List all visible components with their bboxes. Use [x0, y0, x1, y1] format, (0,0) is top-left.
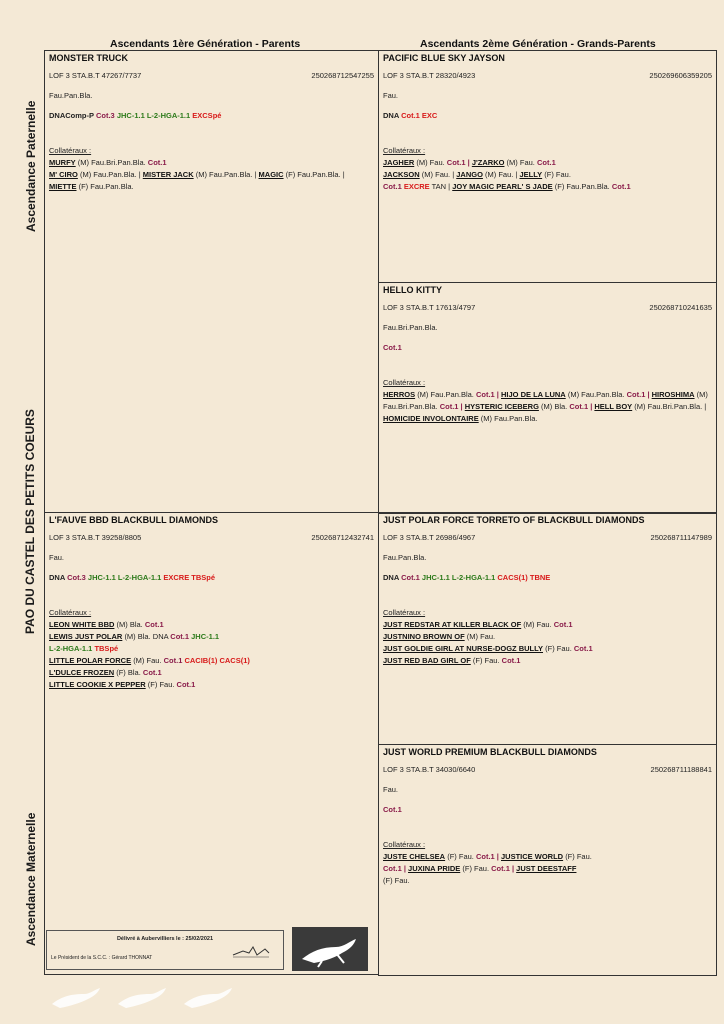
- mat-granddam-box: [378, 744, 717, 976]
- dam-color: Fau.: [49, 553, 65, 562]
- pat-granddam-chip: 250268710241635: [649, 303, 712, 312]
- running-dog-icon: [292, 927, 368, 971]
- sire-lof: LOF 3 STA.B.T 47267/7737: [49, 71, 142, 80]
- dam-chip: 250268712432741: [311, 533, 374, 542]
- dam-collaterals: Collatéraux : LEON WHITE BBD (M) Bla. Cot.1 LEWIS JUST POLAR (M) Bla. DNA Cot.1 JHC-1.1 L-2-HGA-1.1 TBSpé LITTLE POLAR FORCE (M) Fau. Cot.1 CACIB(1) CACS(1) L'DULCE FROZEN (F) Bla. Cot.1 LITTLE COOKIE X PEPPER (F) Fau. Cot.1: [49, 608, 250, 689]
- dog-logo: [292, 927, 368, 971]
- pat-grandsire-collaterals: Collatéraux : JAGHER (M) Fau. Cot.1 | J'ZARKO (M) Fau. Cot.1 JACKSON (M) Fau. | JANGO (M) Fau. | JELLY (F) Fau. Cot.1 EXCRE TAN | JOY MAGIC PEARL' S JADE (F) Fau.Pan.Bla. Cot.1: [383, 146, 631, 191]
- pat-grandsire-chip: 250269606359205: [649, 71, 712, 80]
- sire-collaterals: Collatéraux : MURFY (M) Fau.Bri.Pan.Bla. Cot.1 M' CIRO (M) Fau.Pan.Bla. | MISTER JACK (M) Fau.Pan.Bla. | MAGIC (F) Fau.Pan.Bla. | MIETTE (F) Fau.Pan.Bla.: [49, 146, 345, 191]
- pat-granddam-color: Fau.Bri.Pan.Bla.: [383, 323, 438, 332]
- dam-lof: LOF 3 STA.B.T 39258/8805: [49, 533, 142, 542]
- label-dog-name: PAO DU CASTEL DES PETITS COEURS: [23, 409, 37, 634]
- dam-box: [44, 512, 379, 975]
- sire-dna: DNAComp-P Cot.3 JHC-1.1 L-2-HGA-1.1 EXCSpé: [49, 111, 222, 120]
- mat-grandsire-name: JUST POLAR FORCE TORRETO OF BLACKBULL DIAMONDS: [383, 515, 645, 525]
- dam-dna: DNA Cot.3 JHC-1.1 L-2-HGA-1.1 EXCRE TBSpé: [49, 573, 216, 582]
- sire-color: Fau.Pan.Bla.: [49, 91, 93, 100]
- label-paternal: Ascendance Paternelle: [24, 100, 38, 232]
- mat-grandsire-box: [378, 512, 717, 745]
- mat-grandsire-lof: LOF 3 STA.B.T 26986/4967: [383, 533, 476, 542]
- mat-grandsire-color: Fau.Pan.Bla.: [383, 553, 427, 562]
- sire-box: [44, 50, 379, 513]
- pat-granddam-box: [378, 282, 717, 514]
- pat-grandsire-name: PACIFIC BLUE SKY JAYSON: [383, 53, 505, 63]
- mat-grandsire-dna: DNA Cot.1 JHC-1.1 L-2-HGA-1.1 CACS(1) TBNE: [383, 573, 551, 582]
- mat-granddam-collaterals: Collatéraux : JUSTE CHELSEA (F) Fau. Cot.1 | JUSTICE WORLD (F) Fau. Cot.1 | JUXINA PRIDE (F) Fau. Cot.1 | JUST DEESTAFF (F) Fau.: [383, 840, 592, 885]
- sire-name: MONSTER TRUCK: [49, 53, 128, 63]
- pat-grandsire-color: Fau.: [383, 91, 399, 100]
- pat-grandsire-box: [378, 50, 717, 283]
- mat-granddam-cot: Cot.1: [383, 805, 402, 814]
- mat-granddam-lof: LOF 3 STA.B.T 34030/6640: [383, 765, 476, 774]
- pat-granddam-lof: LOF 3 STA.B.T 17613/4797: [383, 303, 476, 312]
- watermark-dogs-icon: [48, 980, 248, 1014]
- pat-granddam-cot: Cot.1: [383, 343, 402, 352]
- dam-name: L'FAUVE BBD BLACKBULL DIAMONDS: [49, 515, 218, 525]
- pat-grandsire-dna: DNA Cot.1 EXC: [383, 111, 438, 120]
- mat-granddam-color: Fau.: [383, 785, 399, 794]
- delivery-box: [46, 930, 284, 970]
- signature-icon: [231, 941, 271, 961]
- mat-granddam-chip: 250268711188841: [650, 765, 712, 774]
- mat-grandsire-chip: 250268711147989: [650, 533, 712, 542]
- president-signature-line: Le Président de la S.C.C. : Gérard THONNAT: [51, 955, 153, 961]
- mat-granddam-name: JUST WORLD PREMIUM BLACKBULL DIAMONDS: [383, 747, 597, 757]
- sire-chip: 250268712547255: [311, 71, 374, 80]
- delivery-date: Délivré à Aubervilliers le : 25/02/2021: [116, 936, 214, 942]
- pat-grandsire-lof: LOF 3 STA.B.T 28320/4923: [383, 71, 476, 80]
- header-gen1: Ascendants 1ère Génération - Parents: [110, 38, 301, 50]
- pat-granddam-name: HELLO KITTY: [383, 285, 442, 295]
- header-gen2: Ascendants 2ème Génération - Grands-Parents: [420, 38, 656, 50]
- pat-granddam-collaterals: Collatéraux : HERROS (M) Fau.Pan.Bla. Cot.1 | HIJO DE LA LUNA (M) Fau.Pan.Bla. Cot.1 | HIROSHIMA (M) Fau.Bri.Pan.Bla. Cot.1 | HYSTERIC ICEBERG (M) Bla. Cot.1 | HELL BOY (M) Fau.Bri.Pan.Bla. | HOMICIDE INVOLONTAIRE (M) Fau.Pan.Bla.: [383, 378, 708, 423]
- mat-grandsire-collaterals: Collatéraux : JUST REDSTAR AT KILLER BLACK OF (M) Fau. Cot.1 JUSTNINO BROWN OF (M) Fau. JUST GOLDIE GIRL AT NURSE-DOGZ BULLY (F) Fau. Cot.1 JUST RED BAD GIRL OF (F) Fau. Cot.1: [383, 608, 593, 665]
- label-maternal: Ascendance Maternelle: [24, 812, 38, 946]
